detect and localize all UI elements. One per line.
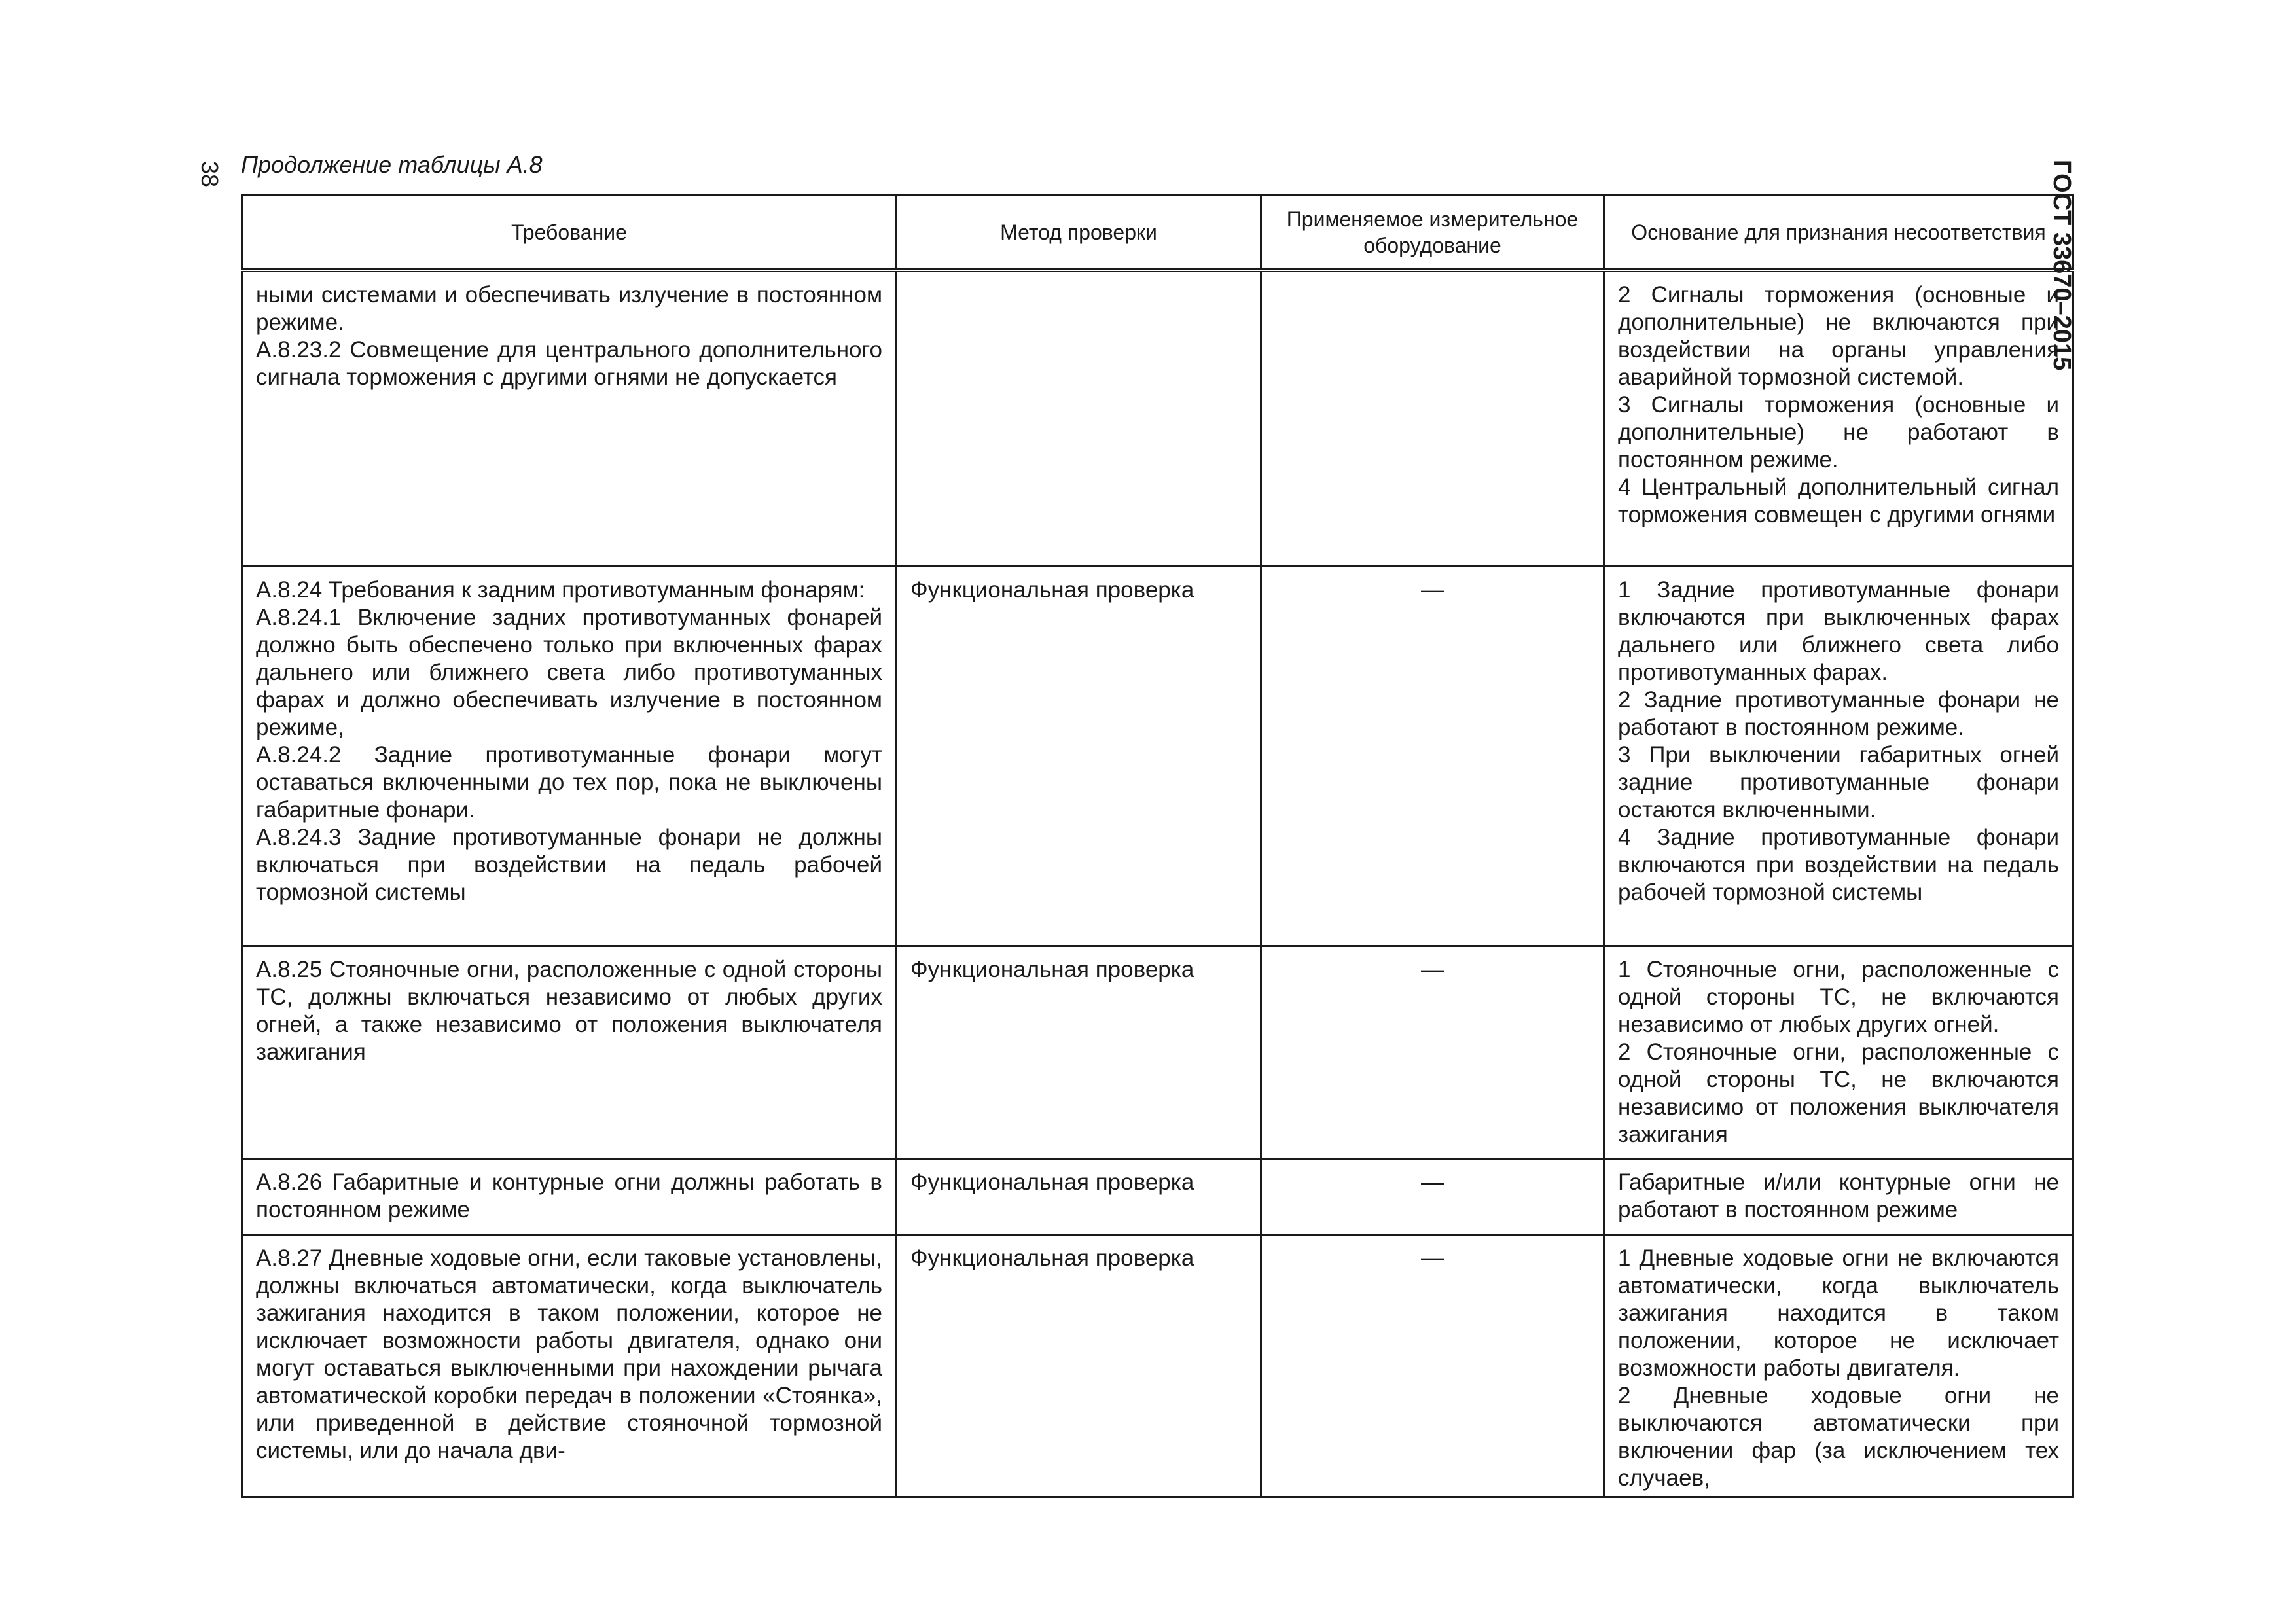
requirement-paragraph: А.8.23.2 Совмещение для центрального дополнительного сигнала торможения с другими огнями не допускается	[256, 337, 882, 390]
equipment-cell: —	[1261, 1158, 1604, 1234]
header-method: Метод проверки	[897, 196, 1261, 271]
basis-paragraph: 3 При выключении габаритных огней задние противотуманные фонари остаются включенными.	[1618, 741, 2059, 823]
requirement-paragraph: А.8.25 Стояночные огни, расположенные с одной стороны ТС, должны включаться независимо от любых других огней, а также независимо от положения выключателя зажигания	[256, 956, 882, 1065]
basis-paragraph: 3 Сигналы торможения (основные и дополнительные) не работают в постоянном режиме.	[1618, 392, 2059, 473]
table-row	[242, 946, 2073, 1158]
table-header-row	[242, 196, 2073, 271]
method-cell: Функциональная проверка	[897, 1158, 1261, 1234]
requirement-cell	[242, 946, 897, 1158]
requirement-paragraph: А.8.27 Дневные ходовые огни, если таковые установлены, должны включаться автоматически, когда выключатель зажигания находится в таком положении, которое не исключает возможности работы двигателя, однако они могут оставаться выключенными при нахождении рычага автоматической коробки передач в положении «Стоянка», или приведенной в действие стояночной тормозной системы, или до начала дви-	[256, 1245, 882, 1463]
basis-cell	[1604, 946, 2073, 1158]
requirement-paragraph: ными системами и обеспечивать излучение в постоянном режиме.	[256, 282, 882, 335]
requirement-paragraph: А.8.24 Требования к задним противотуманным фонарям:	[256, 577, 865, 603]
basis-cell	[1604, 1158, 2073, 1234]
equipment-cell: —	[1261, 1234, 1604, 1497]
table-row	[242, 270, 2073, 566]
basis-paragraph: 2 Стояночные огни, расположенные с одной стороны ТС, не включаются независимо от положения выключателя зажигания	[1618, 1039, 2059, 1147]
basis-cell	[1604, 1234, 2073, 1497]
method-cell: Функциональная проверка	[897, 946, 1261, 1158]
standard-designation: ГОСТ 33670–2015	[2048, 160, 2075, 371]
method-cell: Функциональная проверка	[897, 566, 1261, 946]
table-row	[242, 1234, 2073, 1497]
requirement-paragraph: А.8.26 Габаритные и контурные огни должны работать в постоянном режиме	[256, 1169, 882, 1222]
page-number: 38	[196, 160, 223, 188]
requirement-cell	[242, 1158, 897, 1234]
requirement-cell	[242, 566, 897, 946]
requirement-paragraph: А.8.24.2 Задние противотуманные фонари могут оставаться включенными до тех пор, пока не выключены габаритные фонари.	[256, 741, 882, 823]
equipment-cell	[1261, 270, 1604, 566]
header-requirement: Требование	[242, 196, 897, 271]
method-cell	[897, 270, 1261, 566]
requirement-paragraph: А.8.24.1 Включение задних противотуманных фонарей должно быть обеспечено только при включенных фарах дальнего или ближнего света либо противотуманных фарах и должно обеспечивать излучение в постоянном режиме,	[256, 604, 882, 740]
basis-paragraph: Габаритные и/или контурные огни не работают в постоянном режиме	[1618, 1169, 2059, 1222]
basis-cell	[1604, 270, 2073, 566]
basis-paragraph: 1 Дневные ходовые огни не включаются автоматически, когда выключатель зажигания находится в таком положении, которое не исключает возможности работы двигателя.	[1618, 1245, 2059, 1381]
table-caption: Продолжение таблицы А.8	[241, 151, 543, 178]
basis-paragraph: 1 Стояночные огни, расположенные с одной стороны ТС, не включаются независимо от любых других огней.	[1618, 956, 2059, 1037]
basis-paragraph: 2 Задние противотуманные фонари не работают в постоянном режиме.	[1618, 687, 2059, 740]
equipment-cell: —	[1261, 946, 1604, 1158]
table-row	[242, 566, 2073, 946]
basis-paragraph: 2 Дневные ходовые огни не выключаются автоматически при включении фар (за исключением тех случаев,	[1618, 1382, 2059, 1491]
method-cell: Функциональная проверка	[897, 1234, 1261, 1497]
header-basis: Основание для признания несоответствия	[1604, 196, 2073, 271]
basis-paragraph: 4 Задние противотуманные фонари включаются при воздействии на педаль рабочей тормозной системы	[1618, 824, 2059, 905]
requirement-cell	[242, 1234, 897, 1497]
requirements-table	[241, 194, 2074, 1498]
basis-cell	[1604, 566, 2073, 946]
basis-paragraph: 1 Задние противотуманные фонари включаются при выключенных фарах дальнего или ближнего света либо противотуманных фарах.	[1618, 577, 2059, 685]
requirement-cell	[242, 270, 897, 566]
table-row	[242, 1158, 2073, 1234]
requirement-paragraph: А.8.24.3 Задние противотуманные фонари не должны включаться при воздействии на педаль рабочей тормозной системы	[256, 824, 882, 905]
equipment-cell: —	[1261, 566, 1604, 946]
header-equipment: Применяемое измерительное оборудование	[1261, 196, 1604, 271]
basis-paragraph: 4 Центральный дополнительный сигнал торможения совмещен с другими огнями	[1618, 474, 2059, 527]
basis-paragraph: 2 Сигналы торможения (основные и дополнительные) не включаются при воздействии на органы управления аварийной тормозной системой.	[1618, 282, 2059, 390]
